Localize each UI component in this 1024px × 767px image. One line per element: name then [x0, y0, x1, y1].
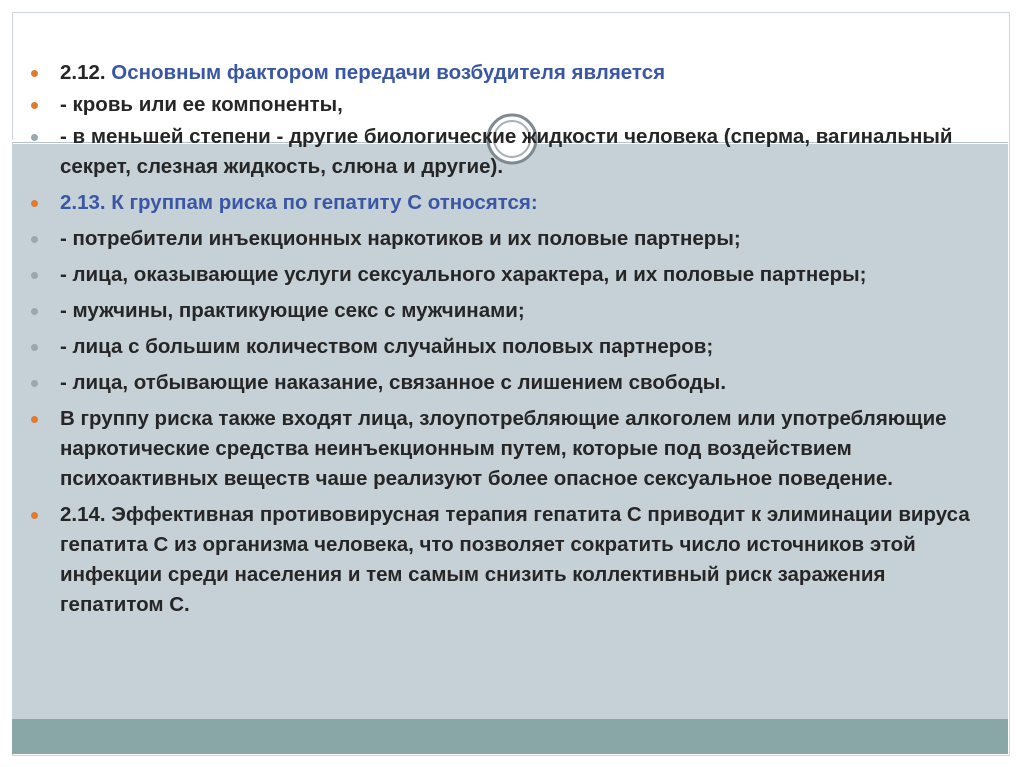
list-item: [22, 90, 992, 120]
list-item: [22, 188, 992, 218]
list-item: [22, 260, 992, 290]
bullet-icon: [31, 200, 38, 207]
bullet-icon: [31, 236, 38, 243]
bullet-icon: [31, 102, 38, 109]
bullet-icon: [31, 308, 38, 315]
item-text: В группу риска также входят лица, злоупотребляющие алкоголем или употребляющие наркотические средства неинъекционным путем, которые под воздействием психоактивных веществ чаше реализуют более опасное сексуальное поведение.: [60, 407, 947, 490]
item-text: - мужчины, практикующие секс с мужчинами;: [60, 299, 525, 322]
list-item: [22, 332, 992, 362]
heading-text: 2.13. К группам риска по гепатиту С относятся:: [60, 191, 538, 214]
item-number: 2.12.: [60, 61, 112, 84]
heading-text: Основным фактором передачи возбудителя является: [111, 61, 666, 84]
list-item: [22, 296, 992, 326]
list-item: [22, 122, 992, 182]
bullet-icon: [31, 134, 38, 141]
item-text: - лица с большим количеством случайных половых партнеров;: [60, 335, 714, 358]
list-item: [22, 224, 992, 254]
bullet-icon: [31, 416, 38, 423]
item-text: - потребители инъекционных наркотиков и их половые партнеры;: [60, 227, 741, 250]
list-item: [22, 500, 992, 620]
bullet-icon: [31, 380, 38, 387]
item-text: - кровь или ее компоненты,: [60, 93, 343, 116]
item-text: - в меньшей степени - другие биологические жидкости человека (сперма, вагинальный секрет, слезная жидкость, слюна и другие).: [60, 125, 953, 178]
footer-band: [12, 719, 1008, 754]
bullet-icon: [31, 272, 38, 279]
list-item: [22, 368, 992, 398]
list-item: [22, 58, 992, 88]
item-text: - лица, отбывающие наказание, связанное с лишением свободы.: [60, 371, 727, 394]
item-text: - лица, оказывающие услуги сексуального характера, и их половые партнеры;: [60, 263, 867, 286]
list-item: [22, 404, 992, 494]
bullet-icon: [31, 512, 38, 519]
bullet-list: [22, 58, 992, 620]
bullet-icon: [31, 344, 38, 351]
bullet-icon: [31, 70, 38, 77]
slide-content: [22, 58, 992, 626]
item-text: 2.14. Эффективная противовирусная терапия гепатита С приводит к элиминации вируса гепатита С из организма человека, что позволяет сократить число источников этой инфекции среди населения и тем самым снизить коллективный риск заражения гепатитом С.: [60, 503, 970, 616]
